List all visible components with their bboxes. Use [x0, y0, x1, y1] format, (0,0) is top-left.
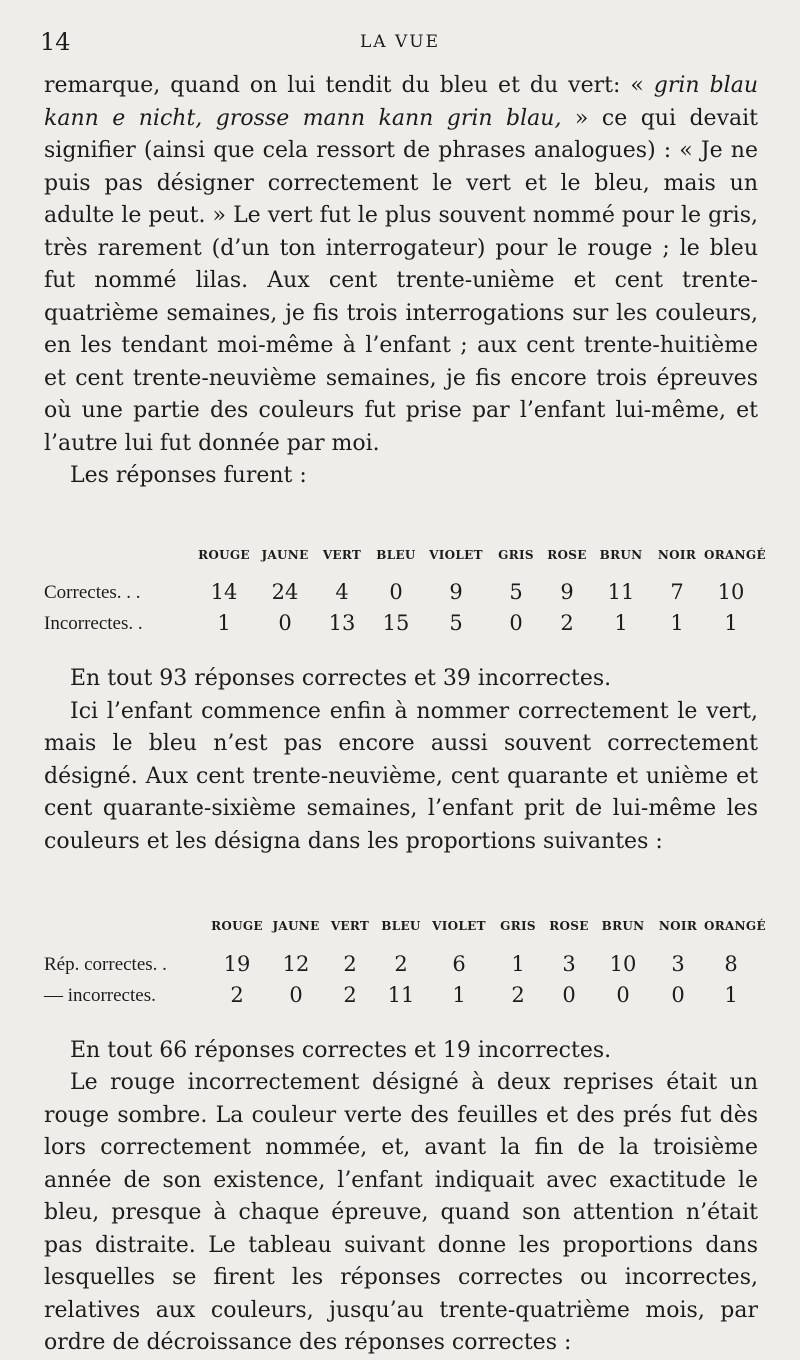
table-cell: 0 [289, 982, 303, 1007]
table-cell: 1 [724, 982, 738, 1007]
table-cell: 0 [389, 580, 403, 604]
table-cell: 6 [452, 951, 466, 976]
column-header: BLEU [376, 547, 416, 562]
column-header: JAUNE [272, 919, 320, 933]
table-cell: 2 [560, 611, 574, 635]
row-label: Rép. correctes. . [44, 953, 167, 975]
column-header: VIOLET [429, 547, 483, 562]
column-header: NOIR [658, 919, 698, 933]
row-label: Correctes. . . [44, 582, 141, 603]
row-label: — incorrectes. [44, 984, 156, 1006]
table-cell: 2 [343, 982, 357, 1007]
color-responses-table-2 [44, 910, 766, 1011]
table-cell: 13 [328, 611, 356, 635]
table-cell: 3 [671, 951, 685, 976]
table-cell: 0 [562, 982, 576, 1007]
paragraph-2: Les réponses furent : [70, 463, 307, 488]
paragraph-1 [44, 70, 758, 460]
table-cell: 5 [509, 580, 523, 604]
table-cell: 4 [335, 580, 349, 604]
table-cell: 15 [382, 611, 410, 635]
page-body [44, 70, 766, 1360]
column-header: GRIS [500, 919, 536, 933]
table-cell: 0 [616, 982, 630, 1007]
column-header: ORANGÉ [704, 919, 766, 933]
table-cell: 9 [449, 580, 463, 604]
paragraph-5: En tout 66 réponses correctes et 19 incorrectes. [70, 1037, 612, 1063]
column-header: ROSE [549, 919, 589, 933]
table-cell: 2 [511, 982, 525, 1007]
table-header-row [44, 539, 758, 578]
table-cell: 3 [562, 951, 576, 976]
row-label: Incorrectes. . [44, 613, 143, 634]
table-cell: 2 [343, 951, 357, 976]
running-title: LA VUE [360, 32, 440, 52]
table-row [44, 608, 758, 639]
table-cell: 1 [670, 611, 684, 635]
table-cell: 8 [724, 951, 738, 976]
paragraph-4: Ici l’enfant commence enfin à nommer correctement le vert, mais le bleu n’est pas encore aussi souvent correctement désigné. Aux cent trente-neuvième, cent quarante et unième et cent quarante-sixième semaines, l’enfant prit de lui-même les couleurs et les désigna dans les proportions suivantes : [44, 698, 758, 854]
table-row [44, 980, 758, 1011]
table-cell: 11 [607, 580, 635, 604]
table-cell: 1 [217, 611, 231, 635]
table-row [44, 949, 758, 980]
table-cell: 11 [387, 982, 415, 1007]
german-quote: grin blau kann e nicht, grosse mann kann grin blau, [44, 73, 758, 131]
table-cell: 0 [509, 611, 523, 635]
table-cell: 1 [614, 611, 628, 635]
table-cell: 10 [717, 580, 745, 604]
column-header: VERT [330, 919, 370, 933]
table-cell: 24 [271, 580, 299, 604]
column-header: JAUNE [261, 547, 309, 562]
paragraph-1-segment: remarque, quand on lui tendit du bleu et du vert: « [44, 73, 654, 98]
column-header: BRUN [601, 919, 645, 933]
column-header: ORANGÉ [704, 547, 766, 562]
table-header-row [44, 910, 758, 949]
column-header: ROUGE [198, 547, 250, 562]
column-header: ROUGE [211, 919, 263, 933]
table-cell: 2 [230, 982, 244, 1007]
table-cell: 14 [210, 580, 238, 604]
table-row [44, 577, 758, 608]
paragraph-3: En tout 93 réponses correctes et 39 incorrectes. [70, 666, 612, 691]
table-cell: 5 [449, 611, 463, 635]
table-cell: 19 [223, 951, 251, 976]
column-header: GRIS [498, 547, 534, 562]
corner-cell [44, 539, 192, 578]
table-cell: 0 [671, 982, 685, 1007]
paragraph-1-segment: » ce qui devait signifier (ainsi que cela ressort de phrases analogues) : « Je ne puis pas désigner correctement le vert et le bleu, mais un adulte le peut. » Le vert fut le plus souvent nommé pour le gris, très rarement (d’un ton interrogateur) pour le rouge ; le bleu fut nommé lilas. Aux cent trente-unième et cent trente-quatrième semaines, je fis trois interrogations sur les couleurs, en les tendant moi-même à l’enfant ; aux cent trente-huitième et cent trente-neuvième semaines, je fis encore trois épreuves où une partie des couleurs fut prise par l’enfant lui-même, et l’autre lui fut donnée par moi. [44, 105, 758, 456]
page-number: 14 [40, 28, 71, 56]
paragraph-6: Le rouge incorrectement désigné à deux reprises était un rouge sombre. La couleur verte des feuilles et des prés fut dès lors correctement nommée, et, avant la fin de la troisième année de son existence, l’enfant indiquait avec exactitude le bleu, presque à chaque épreuve, quand son attention n’était pas distraite. Le tableau suivant donne les proportions dans lesquelles se firent les réponses correctes ou incorrectes, relatives aux couleurs, jusqu’au trente-quatrième mois, par ordre de décroissance des réponses correctes : [44, 1070, 758, 1355]
column-header: VIOLET [432, 919, 486, 933]
color-responses-table-1 [44, 539, 766, 640]
column-header: BRUN [599, 547, 643, 562]
table-cell: 0 [278, 611, 292, 635]
table-cell: 9 [560, 580, 574, 604]
table-cell: 1 [724, 611, 738, 635]
column-header: NOIR [657, 547, 697, 562]
column-header: BLEU [381, 919, 421, 933]
corner-cell [44, 910, 206, 949]
page-header [40, 28, 760, 58]
table-cell: 1 [511, 951, 525, 976]
table-cell: 10 [609, 951, 637, 976]
column-header: ROSE [547, 547, 587, 562]
column-header: VERT [322, 547, 362, 562]
table-cell: 1 [452, 982, 466, 1007]
table-cell: 2 [394, 951, 408, 976]
table-cell: 7 [670, 580, 684, 604]
table-cell: 12 [282, 951, 310, 976]
